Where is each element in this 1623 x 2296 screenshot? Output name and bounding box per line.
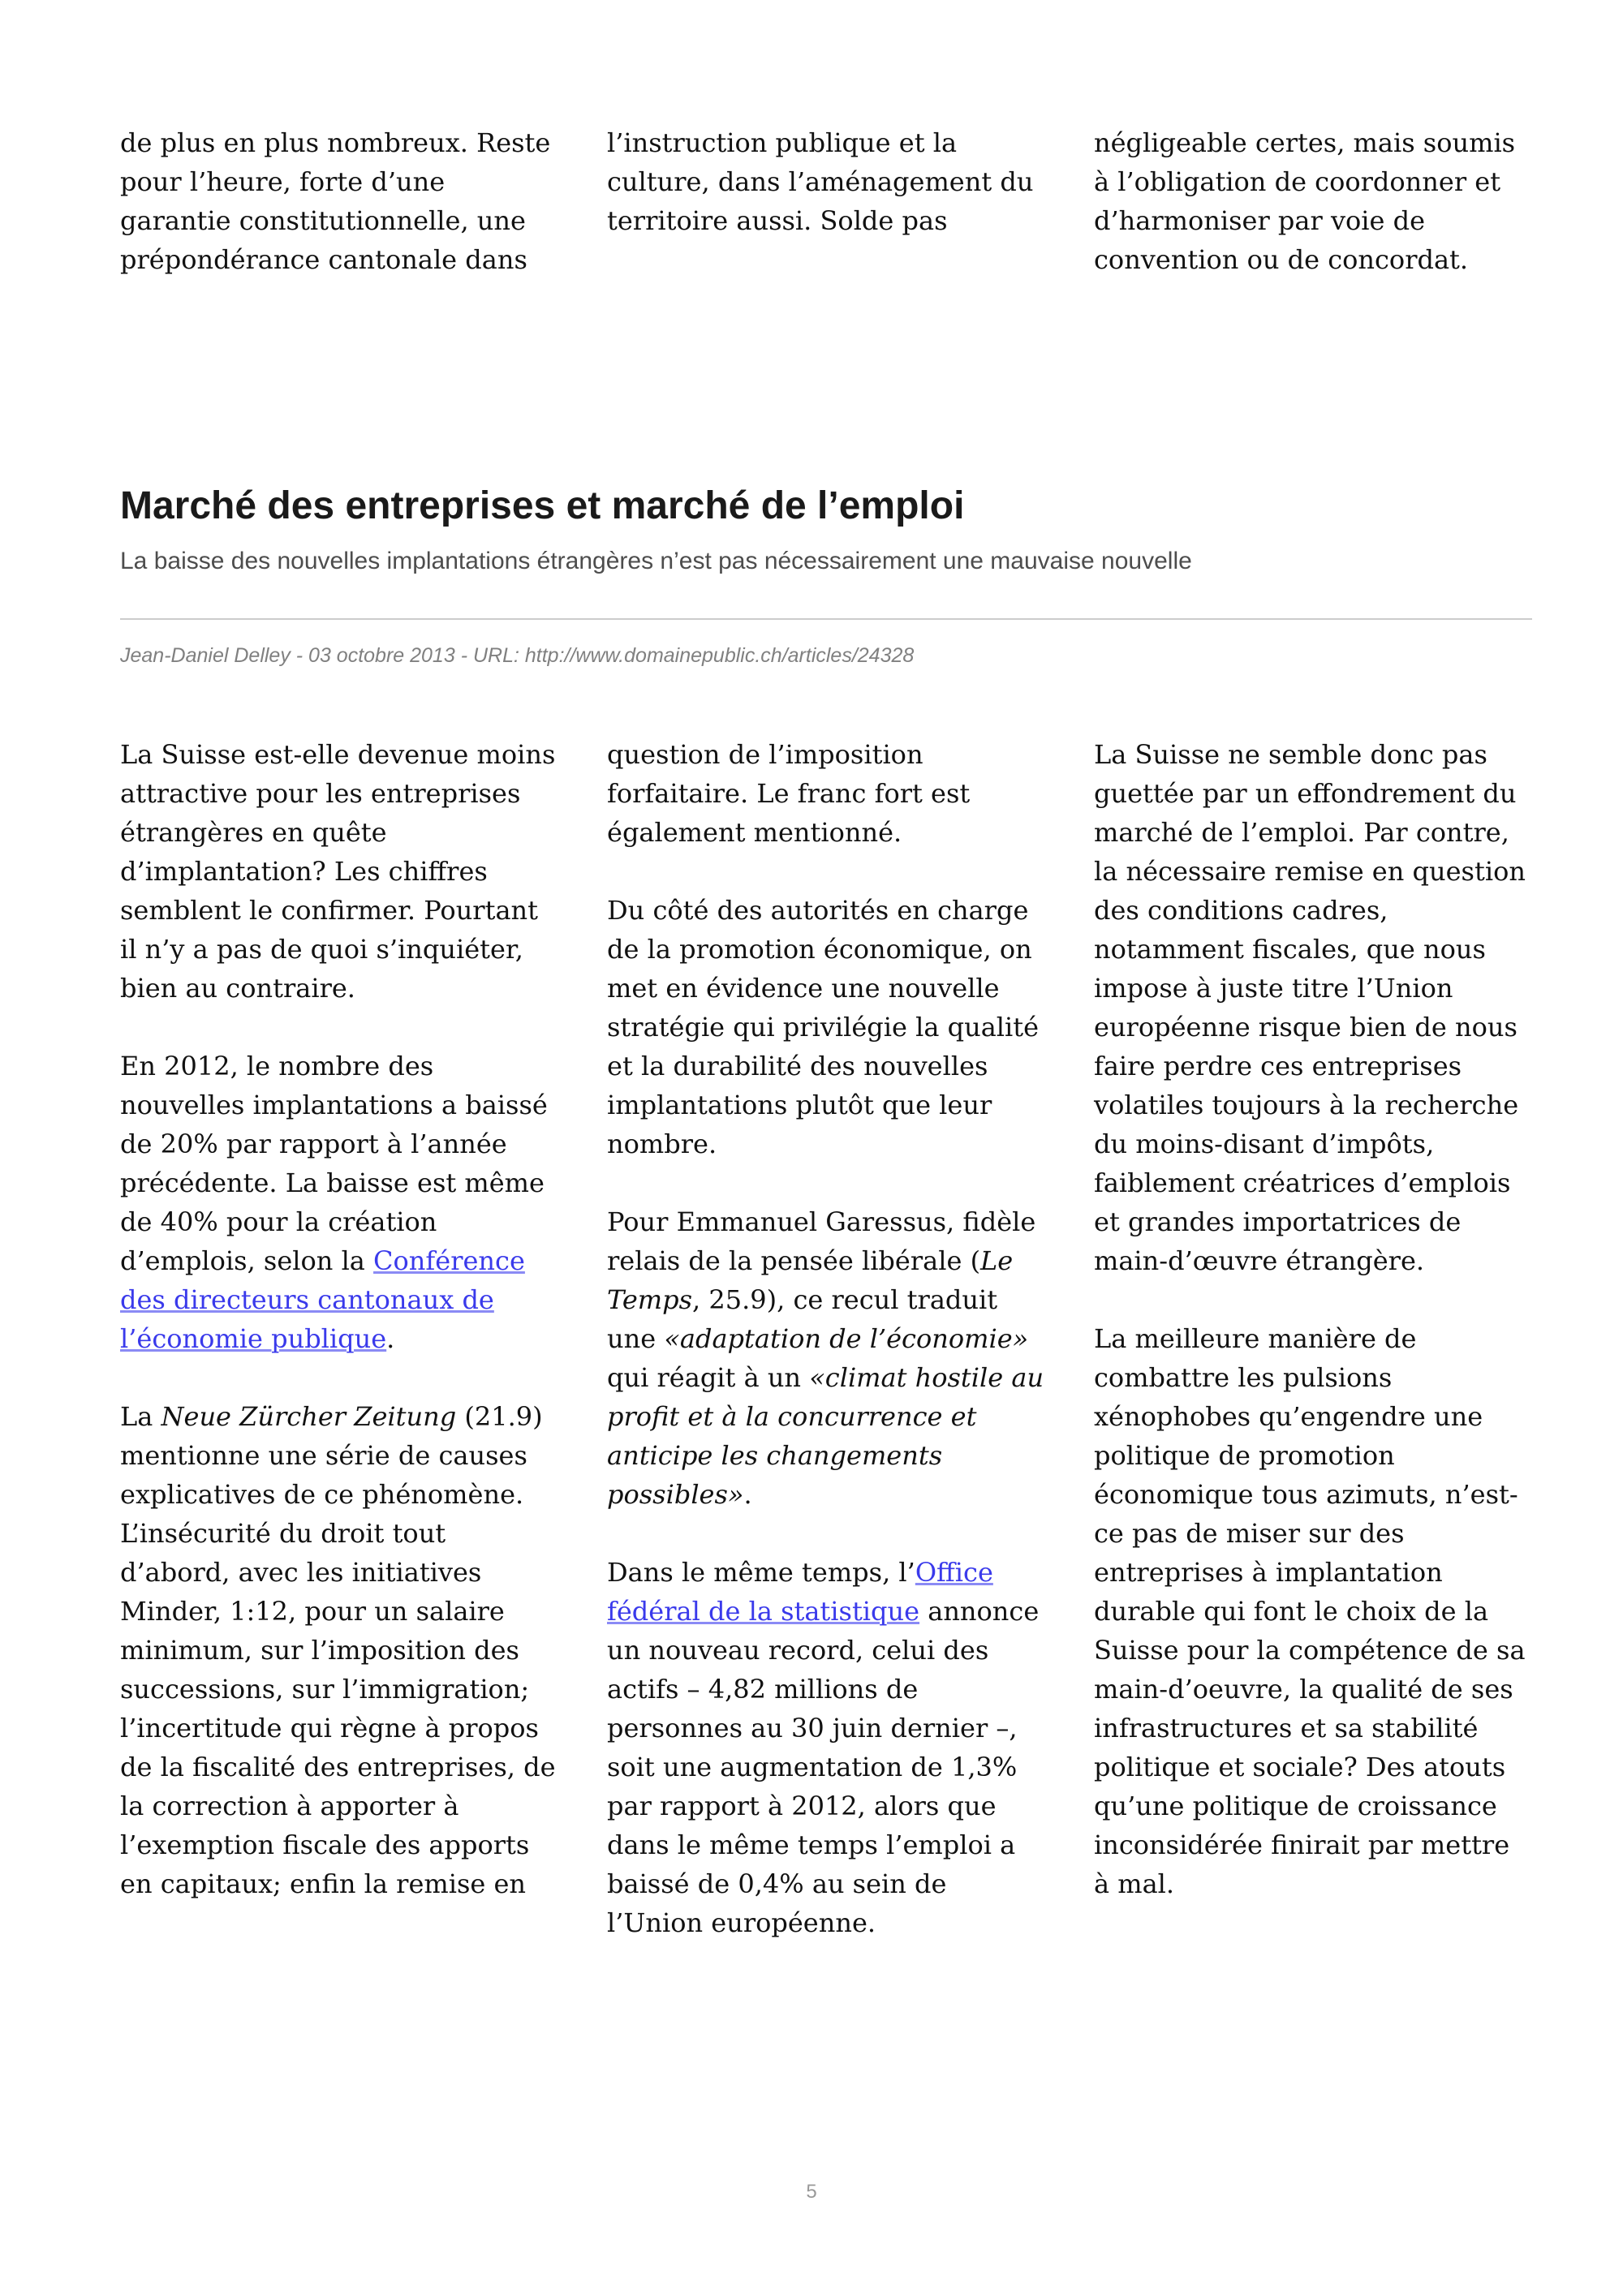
body-text: , 25.9), ce recul traduit une [607, 1284, 998, 1354]
body-text: . [743, 1479, 752, 1510]
page-number: 5 [806, 2181, 817, 2203]
body-text: qui réagit à un [607, 1362, 810, 1393]
article-header [120, 484, 1532, 669]
article-column-3 [1094, 735, 1532, 1981]
top-column-2-text: l’instruction publique et la culture, dans l’aménagement du territoire aussi. Solde pas [607, 127, 1034, 236]
paragraph [120, 1047, 558, 1358]
body-text: La Suisse ne semble donc pas guettée par un effondrement du marché de l’emploi. Par contre, la nécessaire remise en question des conditions cadres, notamment fiscales, que nous impose à juste titre l’Union européenne risque bien de nous faire perdre ces entreprises volatiles toujours à la recherche du moins-disant d’impôts, faiblement créatrices d’emplois et grandes importatrices de main-d’œuvre étrangère. [1094, 739, 1526, 1276]
paragraph [120, 1397, 558, 1903]
article-subtitle: La baisse des nouvelles implantations étrangères n’est pas nécessairement une mauvaise nouvelle [120, 548, 1192, 574]
paragraph [607, 1202, 1045, 1514]
body-text: annonce un nouveau record, celui des actifs – 4,82 millions de personnes au 30 juin dernier –, soit une augmentation de 1,3% par rapport à 2012, alors que dans le même temps l’emploi a baissé de 0,4% au sein de l’Union européenne. [607, 1596, 1040, 1938]
body-text: La Suisse est-elle devenue moins attractive pour les entreprises étrangères en quête d’implantation? Les chiffres semblent le confirmer. Pourtant il n’y a pas de quoi s’inquiéter, bien au contraire. [120, 739, 556, 1004]
article-column-2 [607, 735, 1045, 1981]
top-column-3 [1094, 123, 1532, 279]
paragraph [607, 891, 1045, 1163]
italic-text: «climat hostile au profit et à la concurrence et anticipe les changements possibles» [607, 1362, 1044, 1510]
body-text: Dans le même temps, l’ [607, 1557, 915, 1588]
previous-article-text [120, 0, 1532, 279]
article-link[interactable]: Office fédéral de la statistique [607, 1557, 993, 1627]
body-text: La [120, 1401, 161, 1432]
italic-text: «adaptation de l’économie» [664, 1323, 1029, 1354]
italic-text: Neue Zürcher Zeitung [161, 1401, 457, 1432]
paragraph [607, 735, 1045, 852]
top-column-3-text: négligeable certes, mais soumis à l’obligation de coordonner et d’harmoniser par voie de convention ou de concordat. [1094, 127, 1516, 275]
body-text: En 2012, le nombre des nouvelles implantations a baissé de 20% par rapport à l’année précédente. La baisse est même de 40% pour la création d’emplois, selon la [120, 1051, 548, 1276]
article-body [120, 735, 1532, 1981]
paragraph [607, 1553, 1045, 1942]
article-link[interactable]: Conférence des directeurs cantonaux de l’économie publique [120, 1245, 525, 1354]
top-column-1 [120, 123, 558, 279]
top-column-2 [607, 123, 1045, 279]
article-column-1 [120, 735, 558, 1981]
body-text: Du côté des autorités en charge de la promotion économique, on met en évidence une nouvelle stratégie qui privilégie la qualité et la durabilité des nouvelles implantations plutôt que leur nombre. [607, 895, 1040, 1159]
body-text: question de l’imposition forfaitaire. Le franc fort est également mentionné. [607, 739, 971, 848]
body-text: (21.9) mentionne une série de causes explicatives de ce phénomène. L’insécurité du droit tout d’abord, avec les initiatives Minder, 1:12, pour un salaire minimum, sur l’imposition des successions, sur l’immigration; l’incertitude qui règne à propos de la fiscalité des entreprises, de la correction à apporter à l’exemption fiscale des apports en capitaux; enfin la remise en [120, 1401, 556, 1899]
article-title: Marché des entreprises et marché de l’emploi [120, 484, 965, 527]
paragraph [1094, 1319, 1532, 1903]
article-byline: Jean-Daniel Delley - 03 octobre 2013 - URL: http://www.domainepublic.ch/articles/24328 [120, 644, 915, 667]
header-divider [120, 618, 1532, 620]
body-text: . [386, 1323, 395, 1354]
top-column-1-text: de plus en plus nombreux. Reste pour l’heure, forte d’une garantie constitutionnelle, une prépondérance cantonale dans [120, 127, 551, 275]
body-text: La meilleure manière de combattre les pulsions xénophobes qu’engendre une politique de promotion économique tous azimuts, n’est-ce pas de miser sur des entreprises à implantation durable qui font le choix de la Suisse pour la compétence de sa main-d’oeuvre, la qualité de ses infrastructures et sa stabilité politique et sociale? Des atouts qu’une politique de croissance inconsidérée finirait par mettre à mal. [1094, 1323, 1526, 1899]
italic-text: Le Temps [607, 1245, 1014, 1315]
paragraph [120, 735, 558, 1008]
paragraph [1094, 735, 1532, 1280]
body-text: Pour Emmanuel Garessus, fidèle relais de la pensée libérale ( [607, 1206, 1036, 1276]
